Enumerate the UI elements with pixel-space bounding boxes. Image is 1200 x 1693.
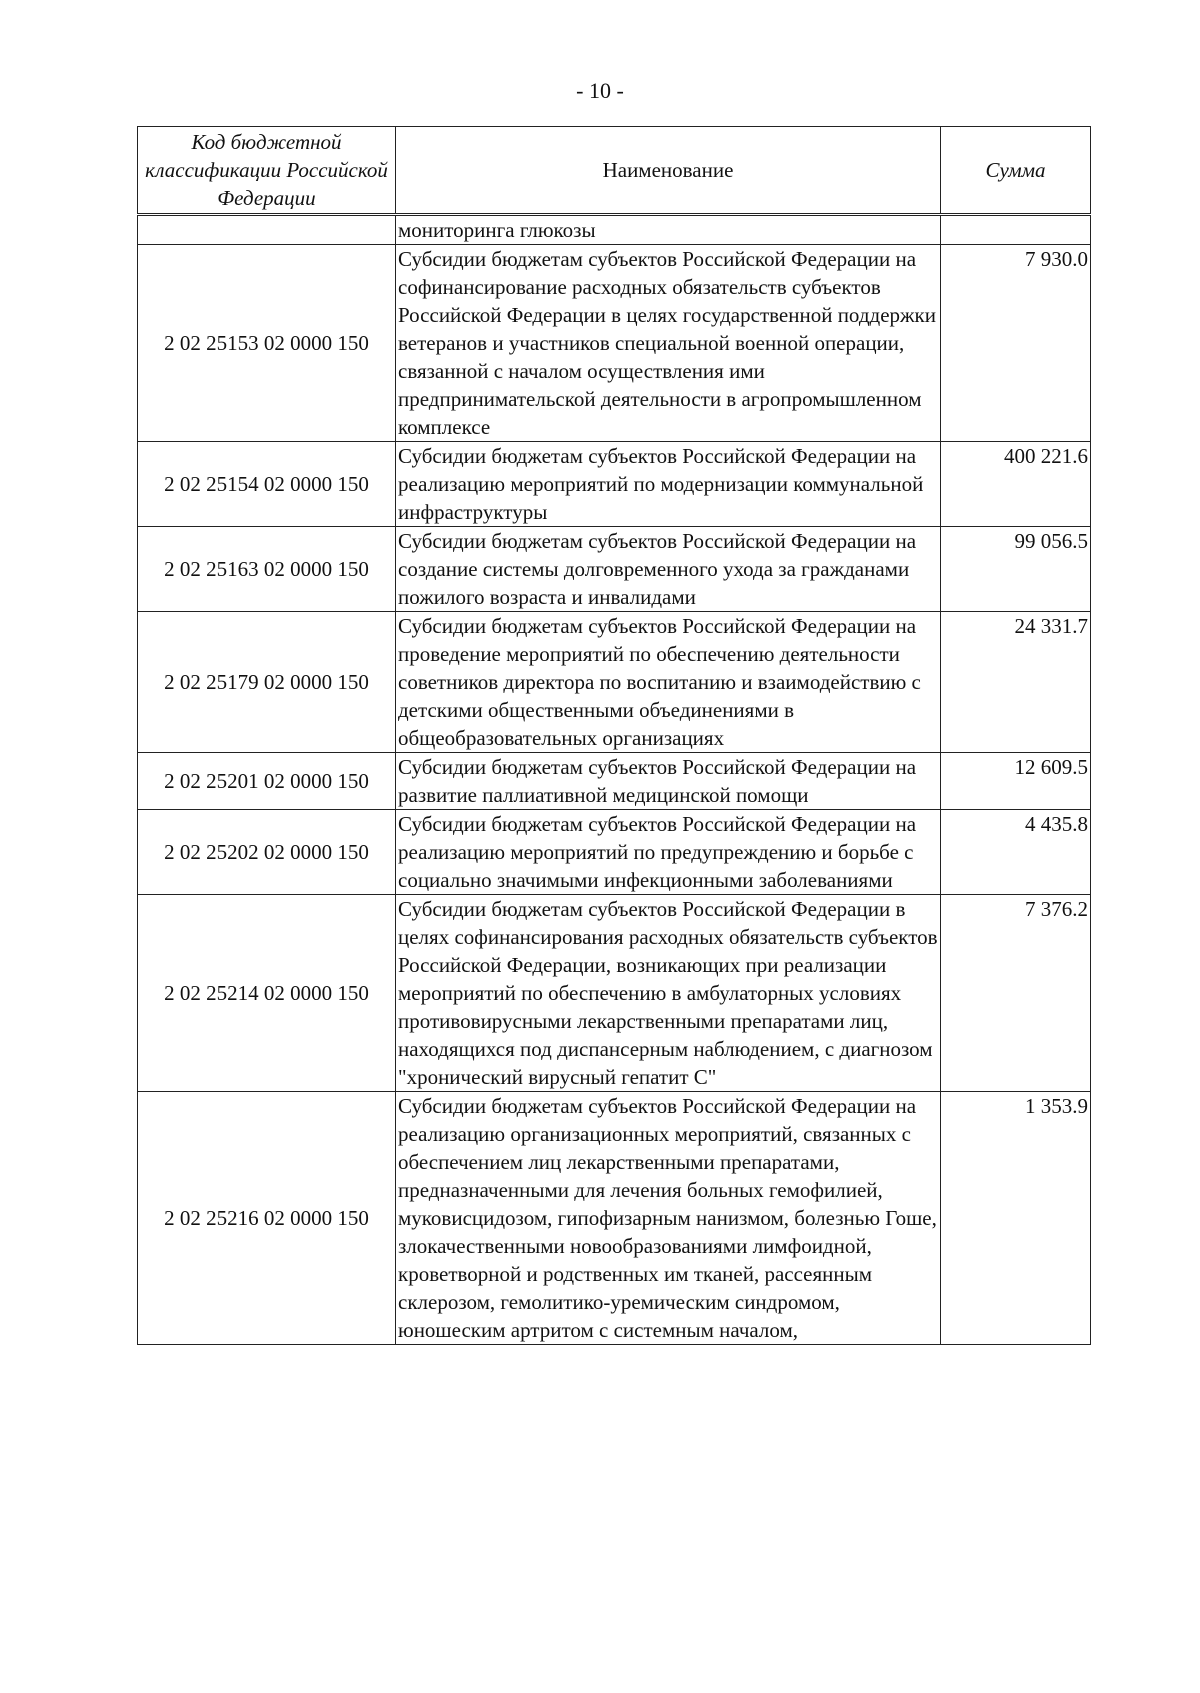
table-row xyxy=(138,245,1091,442)
row-name: Субсидии бюджетам субъектов Российской Федерации на реализацию мероприятий по модернизации коммунальной инфраструктуры xyxy=(396,442,941,527)
header-sum: Сумма xyxy=(941,127,1091,215)
table-row xyxy=(138,810,1091,895)
header-name: Наименование xyxy=(396,127,941,215)
row-code: 2 02 25179 02 0000 150 xyxy=(138,612,396,753)
row-amount: 400 221.6 xyxy=(941,442,1091,527)
table-row xyxy=(138,753,1091,810)
row-name: Субсидии бюджетам субъектов Российской Федерации на софинансирование расходных обязательств субъектов Российской Федерации в целях государственной поддержки ветеранов и участников специальной военной операции, связанной с началом осуществления ими предпринимательской деятельности в агропромышленном комплексе xyxy=(396,245,941,442)
table-row xyxy=(138,895,1091,1092)
table-row xyxy=(138,1092,1091,1345)
row-code: 2 02 25163 02 0000 150 xyxy=(138,527,396,612)
row-name: Субсидии бюджетам субъектов Российской Федерации в целях софинансирования расходных обязательств субъектов Российской Федерации, возникающих при реализации мероприятий по обеспечению в амбулаторных условиях противовирусными лекарственными препаратами лиц, находящихся под диспансерным наблюдением, с диагнозом "хронический вирусный гепатит С" xyxy=(396,895,941,1092)
table-header-row xyxy=(138,127,1091,215)
row-amount xyxy=(941,215,1091,245)
row-amount: 24 331.7 xyxy=(941,612,1091,753)
header-code: Код бюджетной классификации Российской Федерации xyxy=(138,127,396,215)
table-row xyxy=(138,215,1091,245)
row-name: Субсидии бюджетам субъектов Российской Федерации на реализацию мероприятий по предупреждению и борьбе с социально значимыми инфекционными заболеваниями xyxy=(396,810,941,895)
row-amount: 7 376.2 xyxy=(941,895,1091,1092)
table-row xyxy=(138,442,1091,527)
table-row xyxy=(138,612,1091,753)
row-amount: 1 353.9 xyxy=(941,1092,1091,1345)
row-code: 2 02 25216 02 0000 150 xyxy=(138,1092,396,1345)
page-number: - 10 - xyxy=(576,78,624,103)
row-code: 2 02 25202 02 0000 150 xyxy=(138,810,396,895)
row-amount: 4 435.8 xyxy=(941,810,1091,895)
row-amount: 7 930.0 xyxy=(941,245,1091,442)
budget-table xyxy=(137,126,1091,1345)
row-name: Субсидии бюджетам субъектов Российской Федерации на реализацию организационных мероприятий, связанных с обеспечением лиц лекарственными препаратами, предназначенными для лечения больных гемофилией, муковисцидозом, гипофизарным нанизмом, болезнью Гоше, злокачественными новообразованиями лимфоидной, кроветворной и родственных им тканей, рассеянным склерозом, гемолитико-уремическим синдромом, юношеским артритом с системным началом, xyxy=(396,1092,941,1345)
row-code: 2 02 25153 02 0000 150 xyxy=(138,245,396,442)
row-code xyxy=(138,215,396,245)
row-name: мониторинга глюкозы xyxy=(396,215,941,245)
row-code: 2 02 25201 02 0000 150 xyxy=(138,753,396,810)
row-amount: 12 609.5 xyxy=(941,753,1091,810)
table-row xyxy=(138,527,1091,612)
row-name: Субсидии бюджетам субъектов Российской Федерации на развитие паллиативной медицинской помощи xyxy=(396,753,941,810)
row-amount: 99 056.5 xyxy=(941,527,1091,612)
row-code: 2 02 25214 02 0000 150 xyxy=(138,895,396,1092)
row-code: 2 02 25154 02 0000 150 xyxy=(138,442,396,527)
row-name: Субсидии бюджетам субъектов Российской Федерации на проведение мероприятий по обеспечению деятельности советников директора по воспитанию и взаимодействию с детскими общественными объединениями в общеобразовательных организациях xyxy=(396,612,941,753)
row-name: Субсидии бюджетам субъектов Российской Федерации на создание системы долговременного ухода за гражданами пожилого возраста и инвалидами xyxy=(396,527,941,612)
